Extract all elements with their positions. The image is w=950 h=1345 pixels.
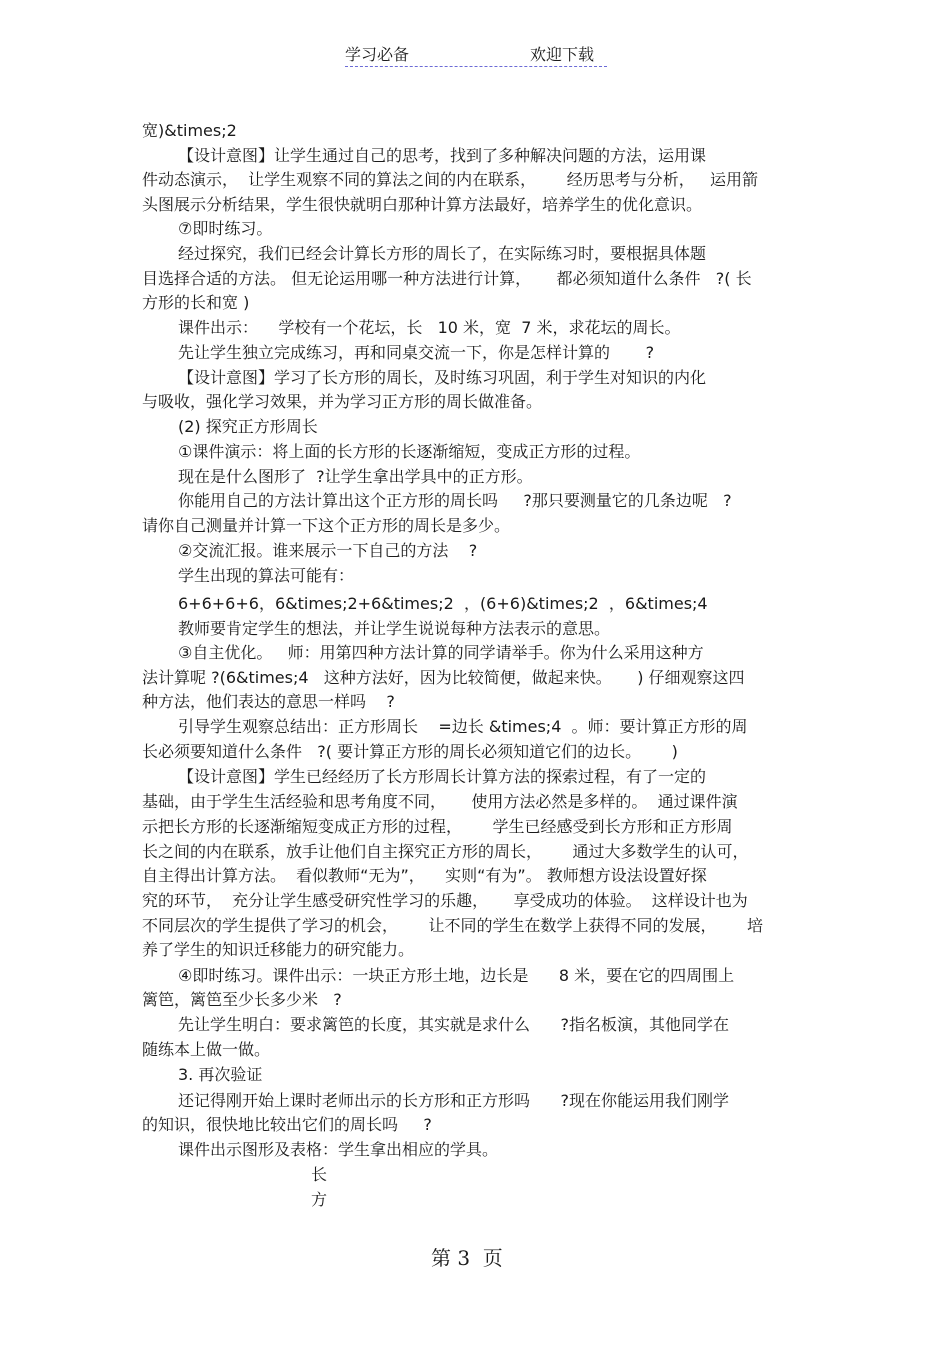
page-number: 第 3 页 — [431, 1246, 503, 1270]
text-line: 方 — [311, 1190, 328, 1209]
text-line: ③自主优化。 师：用第四种方法计算的同学请举手。你为什么采用这种方 — [178, 643, 704, 662]
text-line: 你能用自己的方法计算出这个正方形的周长吗 ?那只要测量它的几条边呢 ? — [178, 491, 732, 510]
page-header — [345, 42, 607, 67]
text-line: 请你自己测量并计算一下这个正方形的周长是多少。 — [142, 516, 511, 535]
text-line: ④即时练习。课件出示：一块正方形土地，边长是 8 米，要在它的四周围上 — [178, 966, 735, 985]
text-line: 先让学生明白：要求篱笆的长度，其实就是求什么 ?指名板演，其他同学在 — [178, 1015, 730, 1034]
text-line: 示把长方形的长逐渐缩短变成正方形的过程， 学生已经感受到长方形和正方形周 — [142, 817, 733, 836]
text-line: 养了学生的知识迁移能力的研究能力。 — [142, 940, 415, 959]
formula-line: 6+6+6+6，6&times;2+6&times;2 ，(6+6)&times;2 ，6&times;4 — [178, 594, 708, 613]
text-line: 现在是什么图形了 ?让学生拿出学具中的正方形。 — [178, 467, 533, 486]
section-heading: (2) 探究正方形周长 — [178, 417, 318, 436]
text-line: 目选择合适的方法。 但无论运用哪一种方法进行计算， 都必须知道什么条件 ?( 长 — [142, 269, 752, 288]
text-line: 学生出现的算法可能有： — [178, 566, 355, 585]
text-line: 的知识，很快地比较出它们的周长吗 ? — [142, 1115, 432, 1134]
text-line: 法计算呢 ?(6&times;4 这种方法好，因为比较简便，做起来快。 ) 仔细观察这四 — [142, 668, 745, 687]
text-line: 引导学生观察总结出：正方形周长 =边长 &times;4 。师：要计算正方形的周 — [178, 717, 748, 736]
text-line: ⑦即时练习。 — [178, 219, 273, 238]
text-line: 自主得出计算方法。 看似教师“无为”， 实则“有为”。 教师想方设法设置好探 — [142, 866, 707, 885]
text-line: 方形的长和宽 ) — [142, 293, 250, 312]
section-heading: 3. 再次验证 — [178, 1065, 263, 1084]
text-line: 【设计意图】让学生通过自己的思考，找到了多种解决问题的方法，运用课 — [178, 146, 707, 165]
text-line: 先让学生独立完成练习，再和同桌交流一下，你是怎样计算的 ? — [178, 343, 655, 362]
text-line: 种方法，他们表达的意思一样吗 ? — [142, 692, 395, 711]
text-line: 篱笆，篱笆至少长多少米 ? — [142, 990, 342, 1009]
text-line: 经过探究，我们已经会计算长方形的周长了，在实际练习时，要根据具体题 — [178, 244, 707, 263]
text-line: 基础，由于学生生活经验和思考角度不同， 使用方法必然是多样的。 通过课件演 — [142, 792, 738, 811]
text-line: 还记得刚开始上课时老师出示的长方形和正方形吗 ?现在你能运用我们刚学 — [178, 1091, 730, 1110]
text-line: ②交流汇报。谁来展示一下自己的方法 ? — [178, 541, 478, 560]
header-right-text: 欢迎下载 — [530, 45, 595, 64]
text-line: 教师要肯定学生的想法，并让学生说说每种方法表示的意思。 — [178, 619, 611, 638]
text-line: 长必须要知道什么条件 ?( 要计算正方形的周长必须知道它们的边长。 ) — [142, 742, 678, 761]
text-line: 头图展示分析结果，学生很快就明白那种计算方法最好，培养学生的优化意识。 — [142, 195, 703, 214]
text-line: 件动态演示， 让学生观察不同的算法之间的内在联系， 经历思考与分析， 运用箭 — [142, 170, 758, 189]
text-line: 课件出示： 学校有一个花坛，长 10 米，宽 7 米，求花坛的周长。 — [178, 318, 681, 337]
text-line: 宽)&times;2 — [142, 121, 237, 140]
text-line: 究的环节， 充分让学生感受研究性学习的乐趣， 享受成功的体验。 这样设计也为 — [142, 891, 748, 910]
text-line: 课件出示图形及表格：学生拿出相应的学具。 — [178, 1140, 499, 1159]
text-line: 随练本上做一做。 — [142, 1040, 271, 1059]
header-left-text: 学习必备 — [345, 45, 410, 64]
text-line: 与吸收，强化学习效果，并为学习正方形的周长做准备。 — [142, 392, 543, 411]
text-line: 【设计意图】学生已经经历了长方形周长计算方法的探索过程，有了一定的 — [178, 767, 707, 786]
text-line: ①课件演示：将上面的长方形的长逐渐缩短，变成正方形的过程。 — [178, 442, 641, 461]
text-line: 【设计意图】学习了长方形的周长，及时练习巩固，利于学生对知识的内化 — [178, 368, 707, 387]
text-line: 长之间的内在联系，放手让他们自主探究正方形的周长， 通过大多数学生的认可， — [142, 842, 749, 861]
text-line: 不同层次的学生提供了学习的机会， 让不同的学生在数学上获得不同的发展， 培 — [142, 916, 764, 935]
text-line: 长 — [311, 1165, 328, 1184]
